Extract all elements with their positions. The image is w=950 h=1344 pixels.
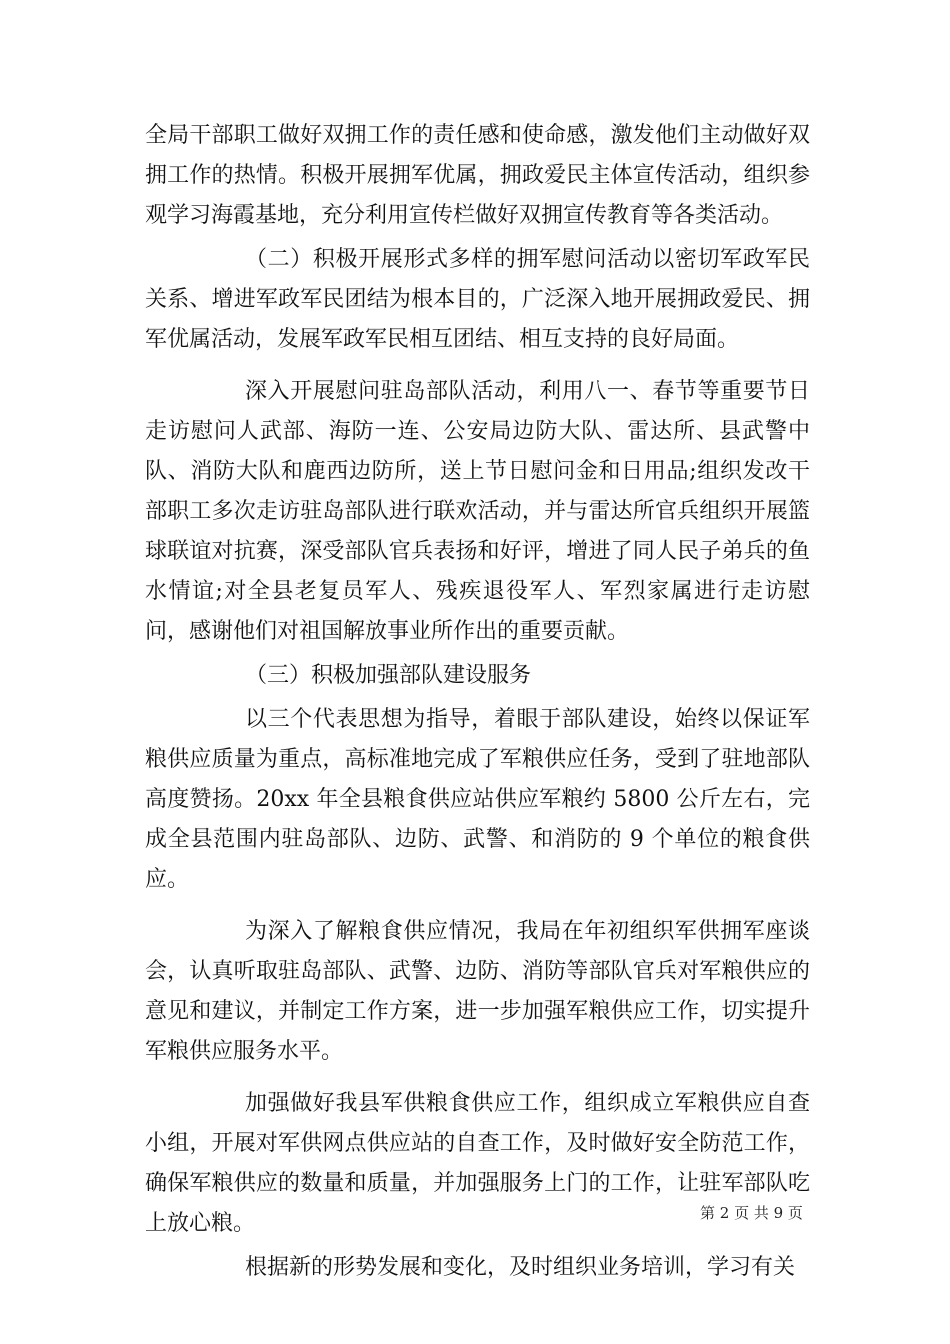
section-heading-2: （二）积极开展形式多样的拥军慰问活动以密切军政军民关系、增进军政军民团结为根本目的，广泛深入地开展拥政爱民、拥军优属活动，发展军政军民相互团结、相互支持的良好局面。 bbox=[145, 247, 810, 352]
paragraph-symposium: 为深入了解粮食供应情况，我局在年初组织军供拥军座谈会，认真听取驻岛部队、武警、边防、消防等部队官兵对军粮供应的意见和建议，并制定工作方案，进一步加强军粮供应工作，切实提升军粮供应服务水平。 bbox=[145, 919, 810, 1064]
paragraph-training: 根据新的形势发展和变化，及时组织业务培训，学习有关 bbox=[245, 1255, 796, 1280]
paragraph-publicity: 全局干部职工做好双拥工作的责任感和使命感，激发他们主动做好双拥工作的热情。积极开展拥军优属，拥政爱民主体宣传活动，组织参观学习海霞基地，充分利用宣传栏做好双拥宣传教育等各类活动。 bbox=[145, 123, 810, 228]
section-heading-3: （三）积极加强部队建设服务 bbox=[245, 663, 532, 688]
document-body bbox=[145, 116, 810, 1288]
paragraph-self-inspection: 加强做好我县军供粮食供应工作，组织成立军粮供应自查小组，开展对军供网点供应站的自查工作，及时做好安全防范工作，确保军粮供应的数量和质量，并加强服务上门的工作，让驻军部队吃上放心粮。 bbox=[145, 1091, 810, 1236]
page-number-footer: 第 2 页 共 9 页 bbox=[700, 1204, 803, 1222]
paragraph-visits: 深入开展慰问驻岛部队活动，利用八一、春节等重要节日走访慰问人武部、海防一连、公安局边防大队、雷达所、县武警中队、消防大队和鹿西边防所，送上节日慰问金和日用品;组织发改干部职工多次走访驻岛部队进行联欢活动，并与雷达所官兵组织开展篮球联谊对抗赛，深受部队官兵表扬和好评，增进了同人民子弟兵的鱼水情谊;对全县老复员军人、残疾退役军人、军烈家属进行走访慰问，感谢他们对祖国解放事业所作出的重要贡献。 bbox=[145, 379, 810, 644]
paragraph-grain-supply: 以三个代表思想为指导，着眼于部队建设，始终以保证军粮供应质量为重点，高标准地完成了军粮供应任务，受到了驻地部队高度赞扬。20xx 年全县粮食供应站供应军粮约 5800 公斤左右，完成全县范围内驻岛部队、边防、武警、和消防的 9 个单位的粮食供应。 bbox=[145, 707, 810, 892]
